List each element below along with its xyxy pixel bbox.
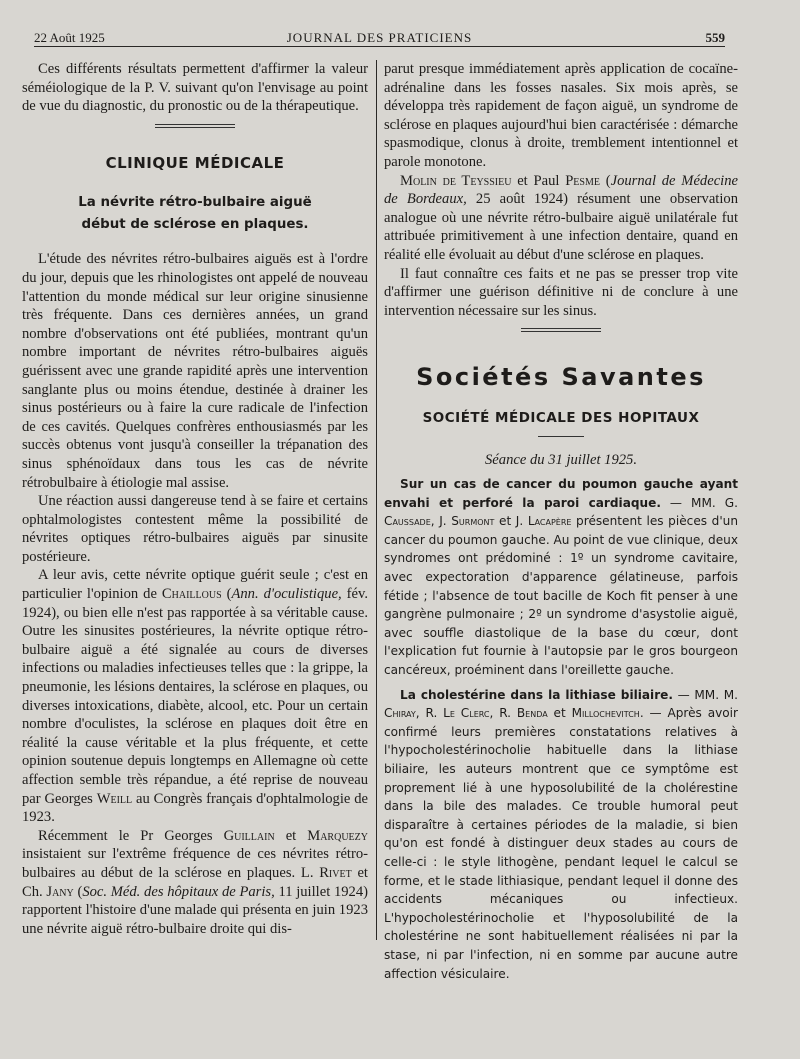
- text-run: 11 juillet 1924) rapportent l'histoire d'une malade qui présenta en juin 1923 une névrite aiguë rétro-bulbaire droite qui dis-: [22, 883, 368, 937]
- text-run: et: [547, 706, 572, 721]
- author-name: Rivet: [319, 864, 352, 881]
- double-rule: [155, 124, 235, 128]
- article-paragraph-3: [22, 566, 368, 826]
- left-column: [22, 60, 368, 1029]
- text-run: et Paul: [511, 172, 566, 189]
- text-run: — MM. M.: [672, 687, 738, 702]
- report-title: La cholestérine dans la lithiase biliaire.: [400, 687, 673, 702]
- author-name: Surmont: [451, 514, 495, 529]
- text-run: et J.: [494, 514, 528, 529]
- author-name: Marquezy: [307, 827, 368, 844]
- report-title: Sur un cas de cancer du poumon gauche ayant envahi et perforé la paroi cardiaque.: [384, 477, 738, 510]
- author-name: Le Clerc: [443, 706, 490, 721]
- report-2: [384, 686, 738, 984]
- session-date: Séance du 31 juillet 1925.: [485, 451, 637, 468]
- article-paragraph-1: L'étude des névrites rétro-bulbaires aiguës est à l'ordre du jour, depuis que les rhinologistes ont appelé de nouveau l'attention du monde médical sur leur origine sinusienne très fréquente. Dans ces dernières années, un grand nombre d'observations ont été publiées, montrant qu'un nombre important de névrites rétro-bulbaires aiguës guérissent avec une grande rapidité après une intervention sanglante plus ou moins étendue, destinée à drainer les sinus postérieurs ou à faire la cure radicale de l'infection de ces cavités. Quelques confrères enthousiasmés par les succès obtenus vont jusqu'à conseiller la trépanation des sinus sphénoïdaux dans tous les cas de névrite rétrobulbaire à étiologie mal assise.: [22, 251, 368, 491]
- reference-title: Journal de Médecine de Bordeaux,: [384, 172, 738, 208]
- society-reports: [384, 475, 738, 983]
- text-run: (: [73, 883, 83, 900]
- right-column: [384, 60, 738, 1029]
- text-run: et Ch.: [22, 864, 368, 900]
- text-run: , J.: [430, 514, 452, 529]
- author-name: Guillain: [223, 827, 275, 844]
- running-header: [34, 30, 725, 47]
- header-journal-title: JOURNAL DES PRATICIENS: [286, 30, 473, 45]
- header-page-number: 559: [705, 30, 725, 45]
- section-title: CLINIQUE MÉDICALE: [105, 153, 285, 172]
- report-1: [384, 475, 738, 680]
- text-run: insistaient sur l'extrême fréquence de ces névrites rétro-bulbaires au début de la sclérose en plaques. L.: [22, 846, 368, 881]
- society-name: SOCIÉTÉ MÉDICALE DES HOPITAUX: [422, 409, 700, 426]
- text-run: . — Après avoir confirmé leurs premières constatations relatives à l'hypocholestérinocholie habituelle dans la lithiase biliaire, les auteurs montrent que ce symptôme est proprement lié à une hyposolubilité de la cholérestine dans la bile des malades. Ce trouble humoral peut disparaître à certaines périodes de la maladie, si bien qu'on est fondé à distinguer deux stades au cours de celle-ci : le style lithogène, pendant lequel le calcul se forme, et le stade lithiasique, pendant lequel il donne des accidents mécaniques ou infectieux. L'hypocholestérinocholie et l'hyposolubilité de la cholestérine ne sont habituellement réalisées ni par la stase, ni par l'infection, ni en somme par aucune autre affection vésiculaire.: [384, 706, 738, 981]
- intro-paragraph: Ces différents résultats permettent d'affirmer la valeur séméiologique de la P. V. suivant qu'on l'envisage au point de vue du diagnostic, du pronostic ou de la thérapeutique.: [22, 61, 368, 115]
- text-run: , R.: [489, 706, 517, 721]
- author-name: Weill: [96, 790, 133, 807]
- text-run: présentent les pièces d'un cancer du poumon gauche. Au point de vue clinique, deux syndromes ont prédominé : 1º un syndrome cavitaire, avec expectoration d'apparence gélatineuse, parfois fétide ; l'absence de tout bacille de Koch fit penser à une gangrène pulmonaire ; 2º un syndrome d'asystolie aiguë, avec souffle diastolique de la base du cœur, dont l'explication fut fournie à l'autopsie par le gros bourgeon cancéreux, proéminent dans l'oreillette gauche.: [384, 514, 738, 678]
- text-run: (: [221, 586, 232, 603]
- author-name: Benda: [516, 706, 548, 721]
- column-divider: [376, 60, 377, 940]
- author-name: Millochevitch: [571, 706, 640, 721]
- text-run: A leur avis, cette névrite optique guérit seule ; c'est en particulier l'opinion de: [22, 567, 368, 603]
- article-title-line-1: La névrite rétro-bulbaire aiguë: [78, 195, 312, 211]
- double-rule: [521, 328, 601, 332]
- author-name: Chiray: [384, 706, 416, 721]
- text-run: 25 août 1924) résument une observation analogue où une névrite rétro-bulbaire aiguë unilatérale fut attribuée primitivement à une infection dentaire, quand en réalité elle évoluait au début d'une sclérose en plaques.: [384, 191, 739, 263]
- text-run: , R.: [415, 706, 444, 721]
- continued-paragraph: parut presque immédiatement après application de cocaïne-adrénaline dans les fosses nasales. Six mois après, se développa très rapidement de façon aiguë, un syndrome de sclérose en plaques aujourd'hui bien caractérisée : démarche spasmodique, clonus à droite, tremblement intentionnel et parole monotone.: [384, 61, 738, 170]
- text-run: — MM. G.: [660, 495, 738, 510]
- author-name: Molin de Teyssieu: [400, 172, 512, 189]
- article-title: [22, 192, 368, 236]
- reference-title: Soc. Méd. des hôpitaux de Paris,: [82, 883, 275, 900]
- article-paragraph-5: [384, 172, 738, 265]
- article-paragraph-2: Une réaction aussi dangereuse tend à se faire et certains ophtalmologistes contestent même la possibilité de névrites optiques rétro-bulbaires aiguës par sinusite postérieure.: [22, 493, 368, 565]
- reference-title: Ann. d'oculistique,: [231, 586, 342, 603]
- text-run: Récemment le Pr Georges: [38, 827, 224, 844]
- text-run: et: [274, 827, 308, 844]
- author-name: Pesme: [565, 172, 600, 189]
- article-paragraph-4: [22, 827, 368, 939]
- short-rule: [538, 436, 584, 437]
- author-name: Chaillous: [161, 586, 222, 603]
- text-run: fév. 1924), ou bien elle n'est pas rapportée à sa véritable cause. Outre les sinusites postérieures, la névrite optique rétro-bulbaire aiguë a été signalée au cours de diverses infections ou maladies infectieuses telles que : la grippe, la pneumonie, les lésions dentaires, la sclérose en plaques, ou diverses intoxications, diabète, alcool, etc. Pour un certain nombre d'oculistes, la sclérose en plaques doit être en réalité la cause véritable et la plus fréquente, et cette opinion soutenue depuis longtemps en Allemagne où cette affection semble très répandue, a été reprise de nouveau par Georges: [22, 586, 368, 807]
- article-conclusion: Il faut connaître ces faits et ne pas se presser trop vite d'affirmer une guérison définitive ni de conclure à une intervention nécessaire sur les sinus.: [384, 265, 738, 319]
- societes-savantes-title: Sociétés Savantes: [416, 363, 706, 392]
- header-date: 22 Août 1925: [34, 30, 105, 45]
- text-run: au Congrès français d'ophtalmologie de 1923.: [22, 790, 368, 826]
- author-name: Jany: [46, 883, 74, 900]
- author-name: Lacapère: [527, 514, 572, 529]
- article-title-line-2: début de sclérose en plaques.: [81, 217, 309, 233]
- text-run: (: [599, 172, 611, 189]
- author-name: Caussade: [384, 514, 431, 529]
